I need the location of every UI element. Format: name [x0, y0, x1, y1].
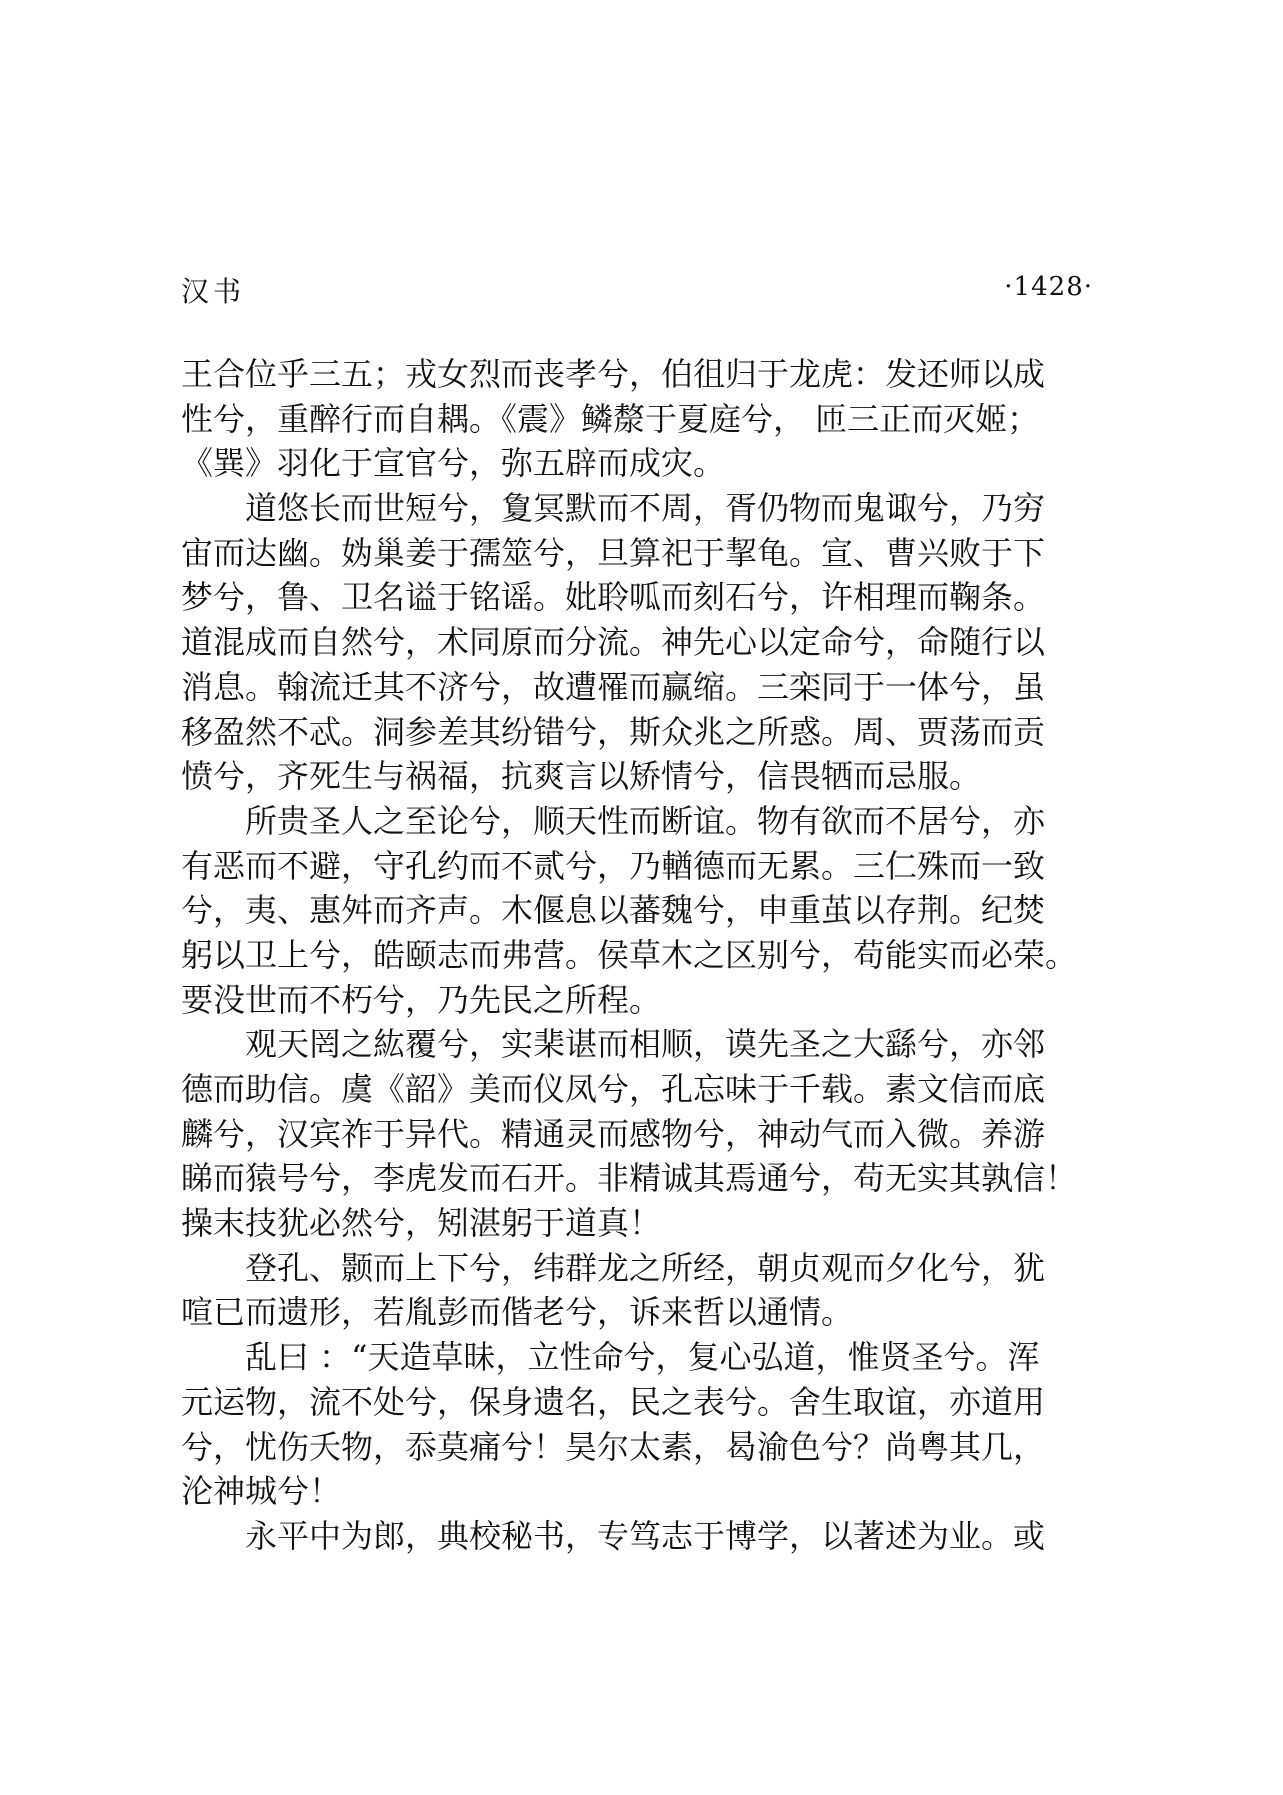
text-line: 德而助信。虞《韶》美而仪凤兮，孔忘味于千载。素文信而底: [181, 1070, 1046, 1108]
text-line: 元运物，流不处兮，保身遗名，民之表兮。舍生取谊，亦道用: [181, 1382, 1046, 1421]
text-line: 睇而猿号兮，李虎发而石开。非精诚其焉通兮，苟无实其孰信！: [181, 1159, 1078, 1198]
text-line: 要没世而不朽兮，乃先民之所程。: [181, 980, 662, 1019]
text-line: 愤兮，齐死生与祸福，抗爽言以矫情兮，信畏牺而忌服。: [181, 757, 982, 796]
text-line: 移盈然不忒。洞参差其纷错兮，斯众兆之所惑。周、贾荡而贡: [181, 712, 1046, 751]
body-text: [181, 352, 1093, 1559]
text-line: 兮，夷、惠舛而齐声。木偃息以蕃魏兮，申重茧以存荆。纪焚: [181, 891, 1046, 930]
paragraph-first-line: 永平中为郎，典校秘书，专笃志于博学，以著述为业。或: [245, 1516, 1046, 1555]
text-line: 《巽》羽化于宣官兮，弥五辟而成灾。: [181, 444, 726, 483]
paragraph-first-line: 道悠长而世短兮，夐冥默而不周，胥仍物而鬼诹兮，乃穷: [245, 489, 1046, 528]
paragraph-first-line: 观天罔之紘覆兮，实棐谌而相顺，谟先圣之大繇兮，亦邻: [245, 1025, 1046, 1064]
text-line: 沦神城兮！: [181, 1472, 342, 1511]
text-line: 兮，忧伤夭物，忝莫痛兮！昊尔太素，曷渝色兮？尚粤其几，: [181, 1427, 1046, 1466]
text-line: 宙而达幽。妫巢姜于孺筮兮，旦算祀于挈龟。宣、曹兴败于下: [181, 533, 1046, 572]
paragraph-first-line: 乱曰 ：“天造草昧，立性命兮，复心弘道，惟贤圣兮。浑: [245, 1338, 1040, 1377]
text-line: 麟兮，汉宾祚于异代。精通灵而感物兮，神动气而入微。养游: [181, 1114, 1046, 1153]
text-line: 躬以卫上兮，皓颐志而弗营。侯草木之区别兮，苟能实而必荣。: [181, 935, 1078, 974]
text-line: 道混成而自然兮，术同原而分流。神先心以定命兮，命随行以: [181, 623, 1046, 662]
running-title: 汉书: [181, 275, 246, 308]
text-line: 操末技犹必然兮，矧湛躬于道真！: [181, 1204, 662, 1243]
text-line: 梦兮，鲁、卫名谥于铭谣。妣聆呱而刻石兮，许相理而鞠条。: [181, 578, 1046, 617]
page-header: [181, 270, 1093, 310]
text-line: 消息。翰流迁其不济兮，故遭罹而赢缩。三栾同于一体兮，虽: [181, 667, 1046, 706]
paragraph-first-line: 所贵圣人之至论兮，顺天性而断谊。物有欲而不居兮，亦: [245, 801, 1046, 840]
text-line: 喧已而遗形，若胤彭而偕老兮，诉来哲以通情。: [181, 1293, 854, 1332]
text-line: 性兮，重醉行而自耦。《震》鳞漦于夏庭兮， 匝三正而灭姬；: [181, 399, 1040, 438]
text-line: 王合位乎三五；戎女烈而丧孝兮，伯徂归于龙虎：发还师以成: [181, 355, 1046, 393]
page-number: ·1428·: [1004, 272, 1093, 302]
text-line: 有恶而不避，守孔约而不贰兮，乃輶德而无累。三仁殊而一致: [181, 846, 1046, 885]
paragraph-first-line: 登孔、颢而上下兮，纬群龙之所经，朝贞观而夕化兮，犹: [245, 1248, 1046, 1287]
